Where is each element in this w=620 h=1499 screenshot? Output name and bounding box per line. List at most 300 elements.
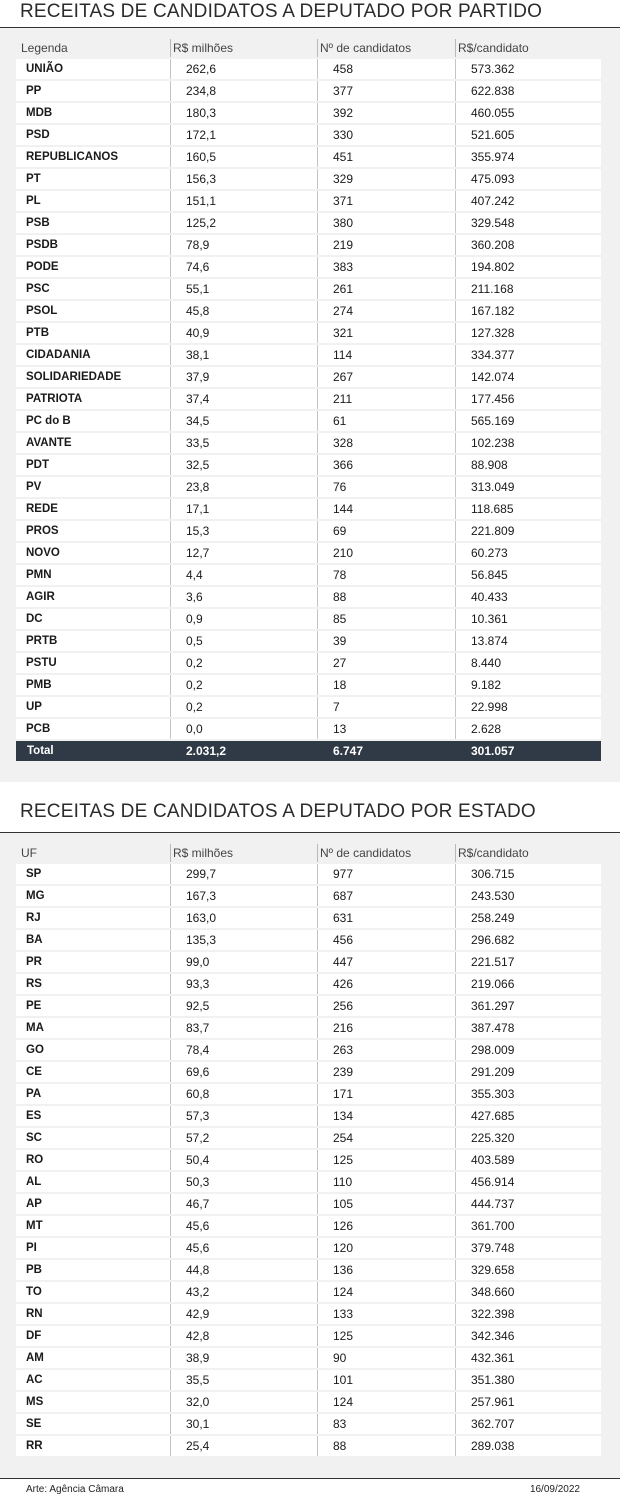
state-cell-value: 256 bbox=[317, 996, 455, 1016]
table-row bbox=[16, 697, 601, 717]
table-row bbox=[16, 1194, 601, 1214]
party-cell-value: 380 bbox=[317, 213, 455, 233]
state-cell-value: 45,6 bbox=[170, 1216, 317, 1236]
table-row bbox=[16, 653, 601, 673]
party-cell-value: 142.074 bbox=[455, 367, 601, 387]
state-cell-value: 25,4 bbox=[170, 1436, 317, 1456]
party-cell-value: 9.182 bbox=[455, 675, 601, 695]
party-cell-value: 102.238 bbox=[455, 433, 601, 453]
table-row bbox=[16, 191, 601, 211]
party-cell-value: 573.362 bbox=[455, 59, 601, 79]
party-cell-value: 12,7 bbox=[170, 543, 317, 563]
party-cell-value: 127.328 bbox=[455, 323, 601, 343]
table-row bbox=[16, 433, 601, 453]
party-cell-value: 7 bbox=[317, 697, 455, 717]
table-row bbox=[16, 1062, 601, 1082]
table-row bbox=[16, 345, 601, 365]
table-row bbox=[16, 1414, 601, 1434]
state-column-header: R$/candidato bbox=[455, 844, 601, 862]
table-row bbox=[16, 521, 601, 541]
state-cell-value: 361.297 bbox=[455, 996, 601, 1016]
party-cell-value: 60.273 bbox=[455, 543, 601, 563]
party-cell-label: PDT bbox=[16, 455, 170, 475]
table-row bbox=[16, 1106, 601, 1126]
footer-date: 16/09/2022 bbox=[529, 1484, 580, 1495]
state-cell-value: 221.517 bbox=[455, 952, 601, 972]
footer-rule bbox=[0, 1478, 620, 1479]
party-cell-value: 211.168 bbox=[455, 279, 601, 299]
table-row bbox=[16, 81, 601, 101]
table-row bbox=[16, 543, 601, 563]
state-table-header-row bbox=[16, 844, 601, 862]
party-total-cell-value: 2.031,2 bbox=[170, 741, 317, 761]
state-cell-value: 291.209 bbox=[455, 1062, 601, 1082]
party-cell-value: 407.242 bbox=[455, 191, 601, 211]
state-cell-label: RO bbox=[16, 1150, 170, 1170]
party-cell-value: 328 bbox=[317, 433, 455, 453]
state-cell-value: 427.685 bbox=[455, 1106, 601, 1126]
party-cell-value: 392 bbox=[317, 103, 455, 123]
party-cell-value: 262,6 bbox=[170, 59, 317, 79]
party-cell-value: 234,8 bbox=[170, 81, 317, 101]
party-cell-value: 321 bbox=[317, 323, 455, 343]
state-cell-value: 348.660 bbox=[455, 1282, 601, 1302]
party-cell-label: REPUBLICANOS bbox=[16, 147, 170, 167]
party-cell-label: PSD bbox=[16, 125, 170, 145]
state-cell-value: 90 bbox=[317, 1348, 455, 1368]
party-total-cell-value: 301.057 bbox=[455, 741, 601, 761]
party-cell-label: CIDADANIA bbox=[16, 345, 170, 365]
party-cell-label: PL bbox=[16, 191, 170, 211]
table-row bbox=[16, 1018, 601, 1038]
table-row bbox=[16, 301, 601, 321]
table-row bbox=[16, 147, 601, 167]
party-cell-value: 78,9 bbox=[170, 235, 317, 255]
party-cell-value: 210 bbox=[317, 543, 455, 563]
state-cell-value: 88 bbox=[317, 1436, 455, 1456]
party-cell-value: 144 bbox=[317, 499, 455, 519]
state-cell-value: 35,5 bbox=[170, 1370, 317, 1390]
state-cell-label: PE bbox=[16, 996, 170, 1016]
party-cell-value: 0,0 bbox=[170, 719, 317, 739]
state-cell-value: 83,7 bbox=[170, 1018, 317, 1038]
table-row bbox=[16, 1216, 601, 1236]
state-cell-value: 257.961 bbox=[455, 1392, 601, 1412]
table-row bbox=[16, 213, 601, 233]
table-row bbox=[16, 952, 601, 972]
state-cell-value: 99,0 bbox=[170, 952, 317, 972]
party-cell-label: NOVO bbox=[16, 543, 170, 563]
party-cell-value: 125,2 bbox=[170, 213, 317, 233]
state-cell-value: 225.320 bbox=[455, 1128, 601, 1148]
state-cell-value: 50,3 bbox=[170, 1172, 317, 1192]
table-row bbox=[16, 499, 601, 519]
state-cell-value: 124 bbox=[317, 1282, 455, 1302]
table-row bbox=[16, 587, 601, 607]
party-cell-value: 34,5 bbox=[170, 411, 317, 431]
state-cell-value: 38,9 bbox=[170, 1348, 317, 1368]
state-cell-label: RR bbox=[16, 1436, 170, 1456]
party-table bbox=[16, 37, 601, 763]
party-cell-value: 37,4 bbox=[170, 389, 317, 409]
state-cell-value: 167,3 bbox=[170, 886, 317, 906]
party-cell-value: 460.055 bbox=[455, 103, 601, 123]
state-cell-value: 258.249 bbox=[455, 908, 601, 928]
table-row bbox=[16, 1326, 601, 1346]
state-cell-value: 126 bbox=[317, 1216, 455, 1236]
table-row bbox=[16, 411, 601, 431]
footer-credit: Arte: Agência Câmara bbox=[26, 1484, 124, 1495]
party-cell-value: 61 bbox=[317, 411, 455, 431]
state-cell-value: 387.478 bbox=[455, 1018, 601, 1038]
party-cell-label: PRTB bbox=[16, 631, 170, 651]
state-cell-label: GO bbox=[16, 1040, 170, 1060]
party-cell-label: PSTU bbox=[16, 653, 170, 673]
party-cell-value: 211 bbox=[317, 389, 455, 409]
table-row bbox=[16, 1238, 601, 1258]
party-total-cell-label: Total bbox=[16, 741, 170, 761]
state-cell-value: 60,8 bbox=[170, 1084, 317, 1104]
party-cell-value: 355.974 bbox=[455, 147, 601, 167]
party-cell-value: 330 bbox=[317, 125, 455, 145]
party-cell-value: 114 bbox=[317, 345, 455, 365]
table-row bbox=[16, 565, 601, 585]
party-cell-value: 27 bbox=[317, 653, 455, 673]
party-column-header: Nº de candidatos bbox=[317, 39, 455, 57]
table-row bbox=[16, 1370, 601, 1390]
party-cell-label: SOLIDARIEDADE bbox=[16, 367, 170, 387]
party-column-header: R$ milhões bbox=[170, 39, 317, 57]
state-cell-value: 444.737 bbox=[455, 1194, 601, 1214]
state-cell-value: 32,0 bbox=[170, 1392, 317, 1412]
state-cell-label: MT bbox=[16, 1216, 170, 1236]
table-row bbox=[16, 1040, 601, 1060]
state-cell-value: 171 bbox=[317, 1084, 455, 1104]
table-row bbox=[16, 59, 601, 79]
party-cell-value: 88.908 bbox=[455, 455, 601, 475]
party-cell-label: AGIR bbox=[16, 587, 170, 607]
party-cell-label: PV bbox=[16, 477, 170, 497]
state-cell-value: 456 bbox=[317, 930, 455, 950]
party-cell-value: 521.605 bbox=[455, 125, 601, 145]
state-cell-value: 46,7 bbox=[170, 1194, 317, 1214]
state-cell-value: 447 bbox=[317, 952, 455, 972]
state-cell-value: 362.707 bbox=[455, 1414, 601, 1434]
party-cell-value: 360.208 bbox=[455, 235, 601, 255]
state-cell-value: 379.748 bbox=[455, 1238, 601, 1258]
state-cell-value: 299,7 bbox=[170, 864, 317, 884]
party-cell-label: PATRIOTA bbox=[16, 389, 170, 409]
party-cell-value: 13 bbox=[317, 719, 455, 739]
state-cell-value: 456.914 bbox=[455, 1172, 601, 1192]
table-row bbox=[16, 1348, 601, 1368]
party-cell-label: PT bbox=[16, 169, 170, 189]
state-cell-value: 120 bbox=[317, 1238, 455, 1258]
party-cell-value: 40,9 bbox=[170, 323, 317, 343]
party-cell-value: 56.845 bbox=[455, 565, 601, 585]
state-cell-value: 432.361 bbox=[455, 1348, 601, 1368]
party-cell-value: 156,3 bbox=[170, 169, 317, 189]
party-cell-label: PSB bbox=[16, 213, 170, 233]
party-cell-value: 69 bbox=[317, 521, 455, 541]
party-cell-value: 0,2 bbox=[170, 697, 317, 717]
party-cell-label: UNIÃO bbox=[16, 59, 170, 79]
party-cell-label: PCB bbox=[16, 719, 170, 739]
party-cell-value: 3,6 bbox=[170, 587, 317, 607]
party-cell-label: REDE bbox=[16, 499, 170, 519]
party-cell-value: 85 bbox=[317, 609, 455, 629]
table-row bbox=[16, 1128, 601, 1148]
party-cell-label: PP bbox=[16, 81, 170, 101]
party-cell-label: UP bbox=[16, 697, 170, 717]
party-cell-label: PMN bbox=[16, 565, 170, 585]
party-cell-value: 76 bbox=[317, 477, 455, 497]
party-cell-value: 0,9 bbox=[170, 609, 317, 629]
table-row bbox=[16, 908, 601, 928]
state-cell-value: 135,3 bbox=[170, 930, 317, 950]
table-row bbox=[16, 1150, 601, 1170]
state-cell-label: AP bbox=[16, 1194, 170, 1214]
party-cell-value: 329.548 bbox=[455, 213, 601, 233]
state-cell-value: 243.530 bbox=[455, 886, 601, 906]
party-cell-value: 32,5 bbox=[170, 455, 317, 475]
table-row bbox=[16, 1392, 601, 1412]
state-cell-value: 43,2 bbox=[170, 1282, 317, 1302]
state-cell-value: 306.715 bbox=[455, 864, 601, 884]
state-cell-value: 93,3 bbox=[170, 974, 317, 994]
state-cell-value: 133 bbox=[317, 1304, 455, 1324]
party-cell-label: PSC bbox=[16, 279, 170, 299]
table-row bbox=[16, 103, 601, 123]
state-cell-value: 45,6 bbox=[170, 1238, 317, 1258]
party-cell-value: 78 bbox=[317, 565, 455, 585]
state-cell-label: AM bbox=[16, 1348, 170, 1368]
state-column-header: UF bbox=[21, 846, 37, 860]
party-cell-value: 55,1 bbox=[170, 279, 317, 299]
party-cell-value: 88 bbox=[317, 587, 455, 607]
table-row bbox=[16, 930, 601, 950]
party-cell-value: 371 bbox=[317, 191, 455, 211]
table-row bbox=[16, 1172, 601, 1192]
party-cell-value: 565.169 bbox=[455, 411, 601, 431]
state-table bbox=[16, 842, 601, 1458]
party-cell-label: PODE bbox=[16, 257, 170, 277]
party-cell-value: 45,8 bbox=[170, 301, 317, 321]
state-cell-label: AC bbox=[16, 1370, 170, 1390]
table-row bbox=[16, 1260, 601, 1280]
state-cell-label: MG bbox=[16, 886, 170, 906]
party-cell-value: 160,5 bbox=[170, 147, 317, 167]
party-column-header: Legenda bbox=[21, 41, 68, 55]
party-cell-value: 118.685 bbox=[455, 499, 601, 519]
table-row bbox=[16, 125, 601, 145]
party-cell-value: 0,2 bbox=[170, 653, 317, 673]
party-cell-value: 194.802 bbox=[455, 257, 601, 277]
state-cell-label: SC bbox=[16, 1128, 170, 1148]
party-cell-value: 23,8 bbox=[170, 477, 317, 497]
party-cell-value: 334.377 bbox=[455, 345, 601, 365]
state-cell-value: 322.398 bbox=[455, 1304, 601, 1324]
table-row bbox=[16, 974, 601, 994]
state-cell-value: 296.682 bbox=[455, 930, 601, 950]
party-cell-value: 74,6 bbox=[170, 257, 317, 277]
state-cell-value: 136 bbox=[317, 1260, 455, 1280]
party-total-cell-value: 6.747 bbox=[317, 741, 455, 761]
party-cell-label: PMB bbox=[16, 675, 170, 695]
state-cell-value: 298.009 bbox=[455, 1040, 601, 1060]
party-cell-value: 451 bbox=[317, 147, 455, 167]
party-cell-value: 39 bbox=[317, 631, 455, 651]
table-row bbox=[16, 1282, 601, 1302]
party-cell-value: 151,1 bbox=[170, 191, 317, 211]
state-cell-label: PR bbox=[16, 952, 170, 972]
party-cell-label: PROS bbox=[16, 521, 170, 541]
party-cell-value: 22.998 bbox=[455, 697, 601, 717]
table-row bbox=[16, 1436, 601, 1456]
party-cell-value: 13.874 bbox=[455, 631, 601, 651]
state-cell-value: 42,9 bbox=[170, 1304, 317, 1324]
party-cell-label: PTB bbox=[16, 323, 170, 343]
table-row bbox=[16, 886, 601, 906]
state-cell-value: 101 bbox=[317, 1370, 455, 1390]
state-cell-label: PB bbox=[16, 1260, 170, 1280]
party-cell-value: 329 bbox=[317, 169, 455, 189]
party-cell-value: 377 bbox=[317, 81, 455, 101]
state-cell-label: MA bbox=[16, 1018, 170, 1038]
party-cell-value: 622.838 bbox=[455, 81, 601, 101]
party-cell-value: 18 bbox=[317, 675, 455, 695]
state-cell-value: 342.346 bbox=[455, 1326, 601, 1346]
party-table-header-row bbox=[16, 39, 601, 57]
party-cell-value: 219 bbox=[317, 235, 455, 255]
party-cell-value: 0,2 bbox=[170, 675, 317, 695]
state-cell-value: 42,8 bbox=[170, 1326, 317, 1346]
table-row bbox=[16, 1304, 601, 1324]
state-cell-value: 263 bbox=[317, 1040, 455, 1060]
state-table-title: RECEITAS DE CANDIDATOS A DEPUTADO POR ESTADO bbox=[20, 801, 536, 822]
state-cell-label: PA bbox=[16, 1084, 170, 1104]
party-total-row bbox=[16, 741, 601, 761]
party-cell-value: 313.049 bbox=[455, 477, 601, 497]
party-cell-value: 366 bbox=[317, 455, 455, 475]
state-cell-label: DF bbox=[16, 1326, 170, 1346]
state-cell-value: 361.700 bbox=[455, 1216, 601, 1236]
table-row bbox=[16, 455, 601, 475]
party-cell-value: 475.093 bbox=[455, 169, 601, 189]
party-cell-value: 180,3 bbox=[170, 103, 317, 123]
party-cell-value: 38,1 bbox=[170, 345, 317, 365]
state-cell-value: 977 bbox=[317, 864, 455, 884]
state-cell-value: 125 bbox=[317, 1326, 455, 1346]
state-cell-label: MS bbox=[16, 1392, 170, 1412]
party-cell-label: PC do B bbox=[16, 411, 170, 431]
table-row bbox=[16, 367, 601, 387]
party-cell-value: 267 bbox=[317, 367, 455, 387]
state-cell-label: RN bbox=[16, 1304, 170, 1324]
state-cell-value: 83 bbox=[317, 1414, 455, 1434]
table-row bbox=[16, 323, 601, 343]
state-cell-value: 239 bbox=[317, 1062, 455, 1082]
party-table-title: RECEITAS DE CANDIDATOS A DEPUTADO POR PARTIDO bbox=[20, 1, 543, 22]
party-cell-label: DC bbox=[16, 609, 170, 629]
party-cell-value: 261 bbox=[317, 279, 455, 299]
party-cell-value: 383 bbox=[317, 257, 455, 277]
party-cell-value: 172,1 bbox=[170, 125, 317, 145]
table-row bbox=[16, 279, 601, 299]
state-cell-value: 50,4 bbox=[170, 1150, 317, 1170]
state-cell-label: CE bbox=[16, 1062, 170, 1082]
table-row bbox=[16, 257, 601, 277]
state-cell-label: RS bbox=[16, 974, 170, 994]
party-cell-label: AVANTE bbox=[16, 433, 170, 453]
party-cell-value: 33,5 bbox=[170, 433, 317, 453]
party-cell-value: 40.433 bbox=[455, 587, 601, 607]
state-cell-label: RJ bbox=[16, 908, 170, 928]
party-cell-value: 221.809 bbox=[455, 521, 601, 541]
state-cell-value: 105 bbox=[317, 1194, 455, 1214]
state-cell-label: SE bbox=[16, 1414, 170, 1434]
state-column-header: Nº de candidatos bbox=[317, 844, 455, 862]
state-cell-value: 57,3 bbox=[170, 1106, 317, 1126]
table-row bbox=[16, 1084, 601, 1104]
party-cell-label: PSOL bbox=[16, 301, 170, 321]
party-cell-label: PSDB bbox=[16, 235, 170, 255]
state-cell-value: 134 bbox=[317, 1106, 455, 1126]
state-cell-value: 124 bbox=[317, 1392, 455, 1412]
state-cell-label: PI bbox=[16, 1238, 170, 1258]
party-column-header: R$/candidato bbox=[455, 39, 601, 57]
state-cell-value: 426 bbox=[317, 974, 455, 994]
state-cell-value: 69,6 bbox=[170, 1062, 317, 1082]
table-row bbox=[16, 169, 601, 189]
state-cell-label: SP bbox=[16, 864, 170, 884]
state-cell-value: 403.589 bbox=[455, 1150, 601, 1170]
party-cell-value: 0,5 bbox=[170, 631, 317, 651]
table-row bbox=[16, 477, 601, 497]
state-cell-value: 329.658 bbox=[455, 1260, 601, 1280]
state-cell-label: ES bbox=[16, 1106, 170, 1126]
table-row bbox=[16, 864, 601, 884]
state-cell-value: 125 bbox=[317, 1150, 455, 1170]
state-cell-value: 254 bbox=[317, 1128, 455, 1148]
table-row bbox=[16, 389, 601, 409]
state-cell-value: 110 bbox=[317, 1172, 455, 1192]
table-row bbox=[16, 996, 601, 1016]
state-cell-value: 289.038 bbox=[455, 1436, 601, 1456]
table-row bbox=[16, 609, 601, 629]
state-cell-value: 351.380 bbox=[455, 1370, 601, 1390]
table-row bbox=[16, 235, 601, 255]
state-cell-value: 30,1 bbox=[170, 1414, 317, 1434]
state-cell-label: TO bbox=[16, 1282, 170, 1302]
party-cell-value: 8.440 bbox=[455, 653, 601, 673]
state-cell-label: BA bbox=[16, 930, 170, 950]
state-cell-value: 631 bbox=[317, 908, 455, 928]
state-cell-value: 44,8 bbox=[170, 1260, 317, 1280]
party-cell-label: MDB bbox=[16, 103, 170, 123]
state-cell-value: 216 bbox=[317, 1018, 455, 1038]
party-cell-value: 10.361 bbox=[455, 609, 601, 629]
party-cell-value: 167.182 bbox=[455, 301, 601, 321]
state-cell-value: 92,5 bbox=[170, 996, 317, 1016]
state-cell-value: 78,4 bbox=[170, 1040, 317, 1060]
table-row bbox=[16, 675, 601, 695]
party-cell-value: 177.456 bbox=[455, 389, 601, 409]
table-row bbox=[16, 719, 601, 739]
state-column-header: R$ milhões bbox=[170, 844, 317, 862]
state-cell-value: 163,0 bbox=[170, 908, 317, 928]
party-cell-value: 17,1 bbox=[170, 499, 317, 519]
